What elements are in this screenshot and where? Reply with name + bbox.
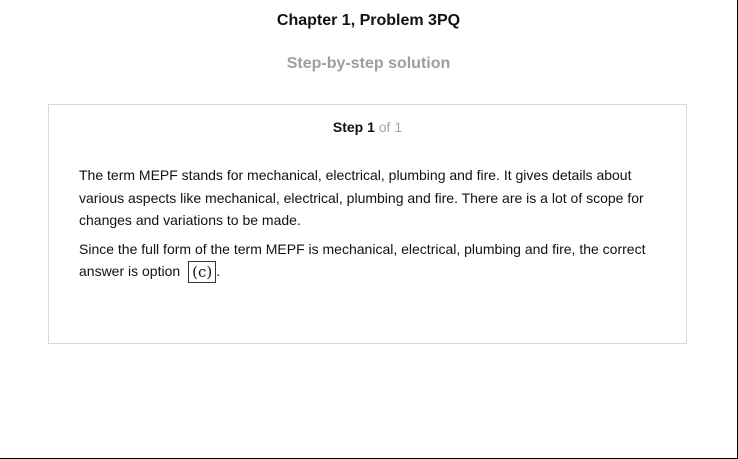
step-content [79,164,664,289]
answer-paragraph [79,238,664,284]
answer-end-punct: . [216,263,221,279]
answer-option-box: (c) [188,261,216,283]
answer-line [79,260,220,283]
page-title: Chapter 1, Problem 3PQ [276,12,461,29]
answer-lead-text: answer is option [79,263,181,279]
answer-text: Since the full form of the term MEPF is mechanical, electrical, plumbing and fire, the correct [79,240,646,257]
step-count: of 1 [374,119,403,135]
step-label: Step 1 [332,119,375,135]
explanation-paragraph: The term MEPF stands for mechanical, electrical, plumbing and fire. It gives details about various aspects like mechanical, electrical, plumbing and fire. There are is a lot of scope for changes and variations to be made. [79,167,644,228]
solution-subtitle: Step-by-step solution [286,55,451,72]
step-header [49,119,686,135]
step-card [48,104,687,344]
